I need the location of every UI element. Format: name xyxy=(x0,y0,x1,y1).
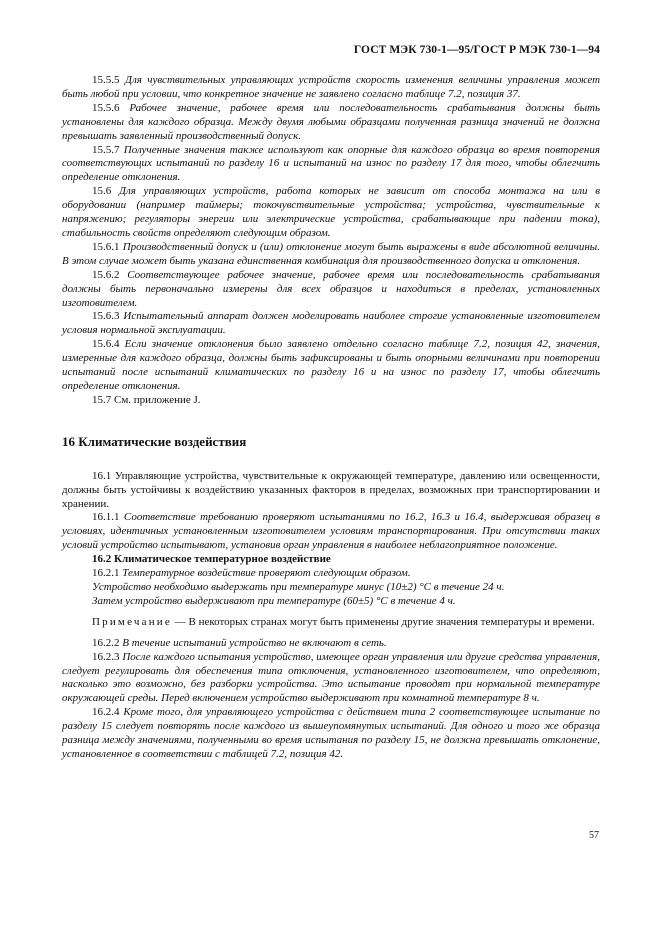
clause-text: Для управляющих устройств, работа которых не зависит от способа монтажа на или в оборудовании (например таймеры; токочувствительные устройства; устройства, чувствительные к напряжению; регуляторы энергии или электрические устройства, срабатывающие при падении тока), стабильность свойств определяют следующим образом. xyxy=(62,185,601,239)
clause-text: После каждого испытания устройство, имеющее орган управления или другие средства управления, следует регулировать для обеспечения типа отключения, установленного изготовителем, что определяют, насколько это возможно, без разборки устройства. Это испытание проводят при нормальной температуре окружающей среды. Перед включением устройство выдерживают при комнатной температуре 8 ч. xyxy=(62,650,600,705)
paragraph-15-7 xyxy=(62,394,600,408)
clause-number: 15.7 xyxy=(92,393,112,406)
clause-text: В течение испытаний устройство не включают в сеть. xyxy=(122,636,387,649)
clause-text: Управляющие устройства, чувствительные к окружающей температуре, давлению или освещенности, должны быть устойчивы к воздействию указанных факторов в пределах, возможных при транспортировании и хранении. xyxy=(62,469,600,510)
running-header: ГОСТ МЭК 730-1—95/ГОСТ Р МЭК 730-1—94 xyxy=(353,44,600,56)
clause-number: 15.6 xyxy=(92,185,112,198)
clause-text: Если значение отклонения было заявлено отдельно согласно таблице 7.2, позиция 42, значения, измеренные для каждого образца, должны быть зафиксированы и быть опорными величинами при повторении испытаний после испытаний климатических по разделу 16 и на износ по разделу 17, чтобы облегчить определение отклонения. xyxy=(62,338,601,392)
clause-number: 16.2.1 xyxy=(92,567,120,580)
clause-text: Производственный допуск и (или) отклонение могут быть выражены в виде абсолютной величины. В этом случае может быть указана единственная комбинация для производственного допуска и отклонения. xyxy=(62,240,601,267)
paragraph-15-6-2 xyxy=(62,269,600,311)
section-title: 16 Климатические воздействия xyxy=(62,433,247,449)
paragraph-15-6-1 xyxy=(62,241,600,269)
paragraph-16-2-4 xyxy=(62,706,600,762)
clause-number: 15.5.5 xyxy=(92,74,120,86)
clause-number: 15.6.1 xyxy=(92,240,120,253)
clause-number: 15.6.2 xyxy=(92,268,120,281)
paragraph-16-2-1-line3: Затем устройство выдерживают при температуре (60±5) °С в течение 4 ч. xyxy=(92,594,456,607)
clause-number: 16.2.2 xyxy=(92,636,120,649)
note-text: В некоторых странах могут быть применены другие значения температуры и времени. xyxy=(188,615,595,628)
clause-text: Соответствующее рабочее значение, рабочее время или последовательность срабатывания должны быть первоначально измерены для всех образцов и находиться в пределах, установленных изготовителем. xyxy=(62,268,601,309)
paragraph-16-2-1 xyxy=(62,567,600,581)
clause-number: 15.6.4 xyxy=(92,338,120,351)
paragraph-16-1 xyxy=(62,470,600,512)
clause-number: 16.1.1 xyxy=(92,511,120,524)
paragraph-16-1-1 xyxy=(62,511,600,553)
clause-number: 16.2.4 xyxy=(92,706,120,719)
clause-text: Температурное воздействие проверяют следующим образом. xyxy=(122,567,411,580)
clause-text: Для чувствительных управляющих устройств скорость изменения величины управления может быть любой при условии, что конкретное значение не заявлено согласно таблице 7.2, позиция 37. xyxy=(62,74,601,100)
clause-number: 15.5.6 xyxy=(92,101,120,114)
paragraph-15-5-5 xyxy=(62,74,600,102)
paragraph-15-5-6 xyxy=(62,102,600,144)
clause-number: 16.1 xyxy=(92,469,112,482)
clause-number: 15.5.7 xyxy=(92,143,120,156)
paragraph-15-6 xyxy=(62,185,600,241)
paragraph-16-2-1-line2: Устройство необходимо выдержать при температуре минус (10±2) °С в течение 24 ч. xyxy=(92,581,505,593)
note-label: Примечание xyxy=(92,615,172,628)
paragraph-15-6-4 xyxy=(62,338,600,394)
clause-text: См. приложение J. xyxy=(114,393,201,406)
document-body xyxy=(62,74,600,762)
paragraph-16-2-3 xyxy=(62,651,600,707)
clause-text: Полученные значения также используют как опорные для каждого образца во время повторения соответствующих испытаний по разделу 16 и испытаний на износ по разделу 17 для того, чтобы облегчить определение отклонения. xyxy=(62,143,601,184)
paragraph-15-5-7 xyxy=(62,144,600,186)
note-dash: — xyxy=(171,615,189,628)
subsection-title: 16.2 Климатическое температурное воздействие xyxy=(92,553,331,566)
note xyxy=(62,616,600,630)
paragraph-15-6-3 xyxy=(62,310,600,338)
clause-text: Соответствие требованию проверяют испытаниями по 16.2, 16.3 и 16.4, выдерживая образец в условиях, идентичных установленным изготовителем условиям транспортирования. При отсутствии таких условий устройство испытывают, установив орган управления в наиболее неблагоприятное положение. xyxy=(62,511,601,552)
clause-number: 16.2.3 xyxy=(92,650,120,663)
clause-text: Кроме того, для управляющего устройства с действием типа 2 соответствующее испытание по разделу 15 следует повторять после каждого из вышеупомянутых испытаний. Для одного и того же образца разница между значениями, полученными во время испытания по разделу 15, не должна превышать отклонение, установленное в соответствии с таблицей 7.2, позиция 42. xyxy=(62,706,600,760)
clause-number: 15.6.3 xyxy=(92,310,120,323)
page-number: 57 xyxy=(589,830,599,841)
clause-text: Рабочее значение, рабочее время или последовательность срабатывания должны быть установлены для каждого образца. Между двумя любыми образцами полученная разница значений не должна превышать заявленный производственный допуск. xyxy=(62,101,601,142)
paragraph-16-2-2 xyxy=(62,637,600,651)
clause-text: Испытательный аппарат должен моделировать наиболее строгие установленные изготовителем условия нормальной эксплуатации. xyxy=(62,310,601,337)
